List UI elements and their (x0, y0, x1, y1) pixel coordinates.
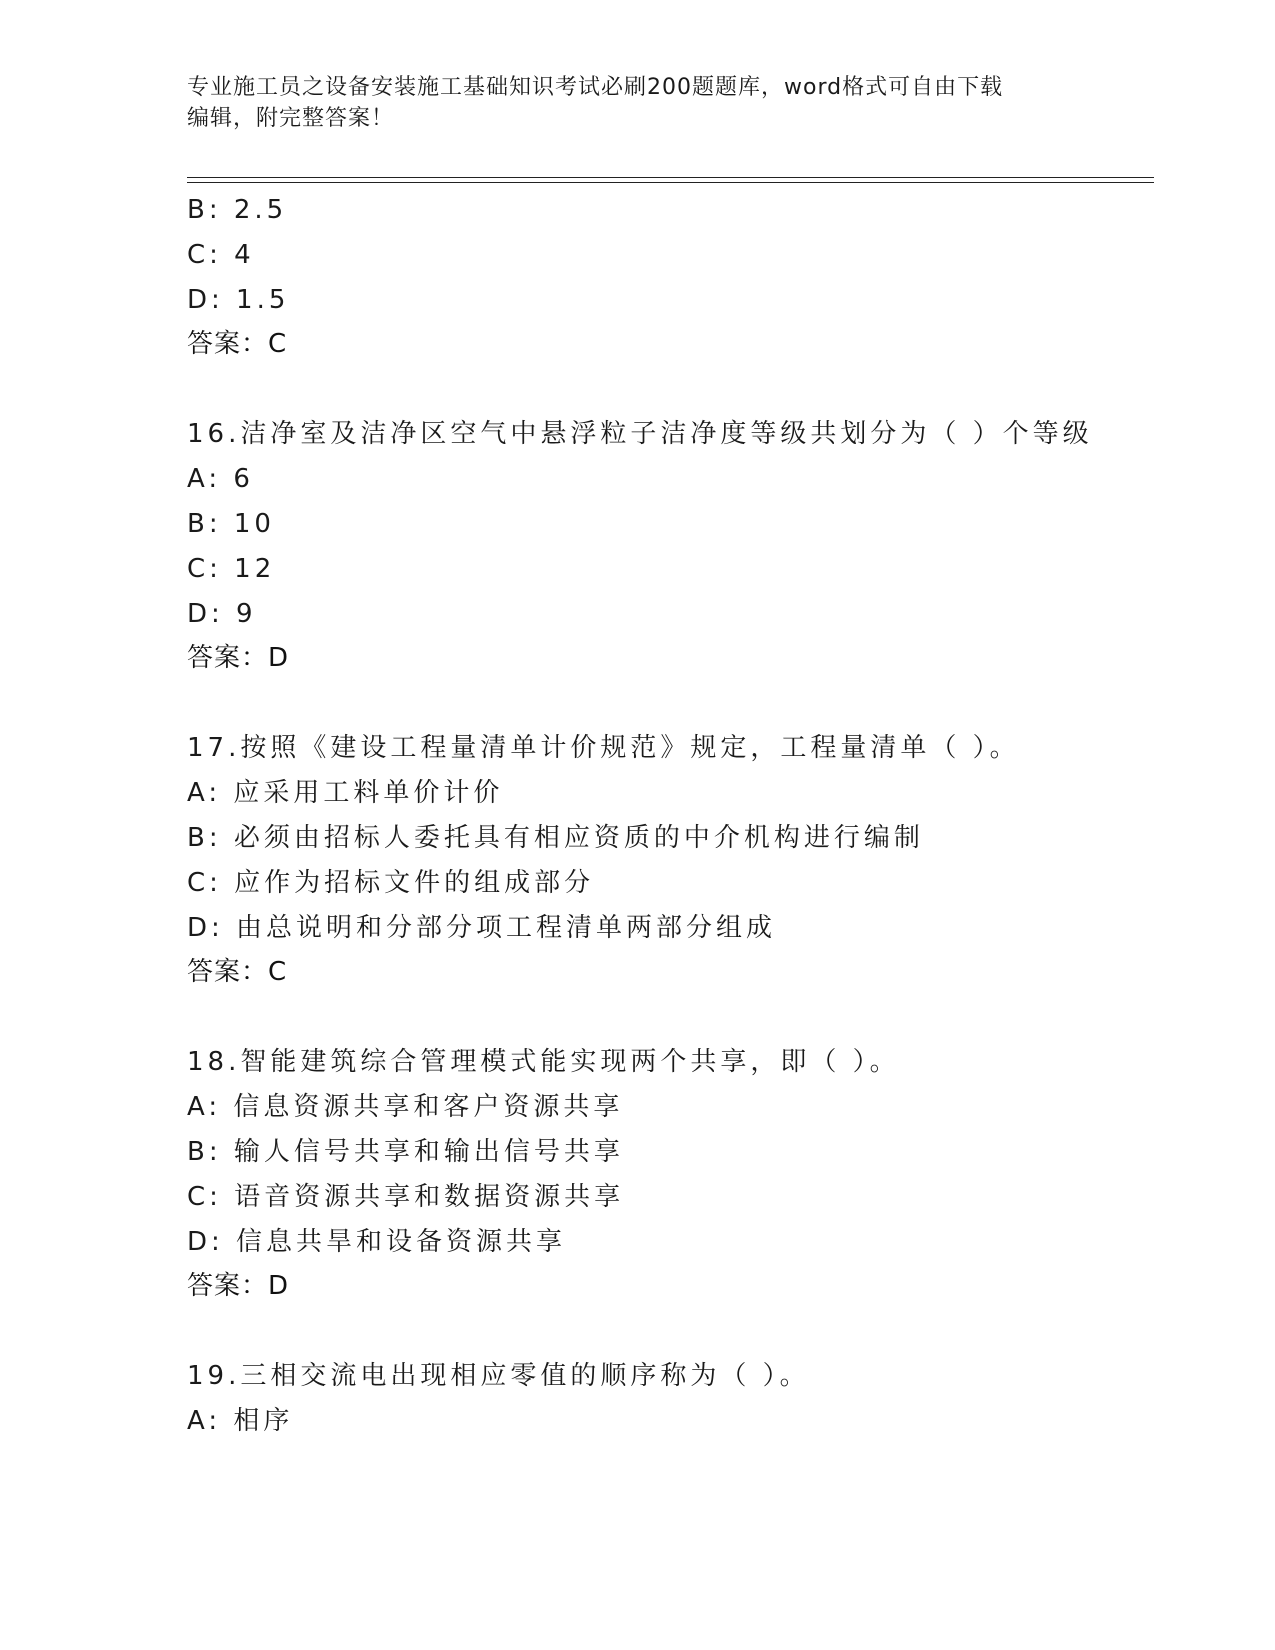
question-17-option-c: C: 应作为招标文件的组成部分 (187, 868, 595, 898)
question-19-stem: 19.三相交流电出现相应零值的顺序称为（ ）。 (187, 1361, 810, 1391)
question-16-option-b: B: 10 (187, 509, 275, 539)
document-header (187, 72, 1067, 134)
question-18-option-c: C: 语音资源共享和数据资源共享 (187, 1182, 625, 1212)
header-title-line-2: 编辑，附完整答案！ (187, 106, 395, 131)
question-16-option-c: C: 12 (187, 554, 276, 584)
question-16-option-d: D: 9 (187, 599, 257, 629)
question-18-option-b: B: 输人信号共享和输出信号共享 (187, 1137, 624, 1167)
header-divider-top (187, 177, 1154, 178)
question-19-option-a: A: 相序 (187, 1406, 294, 1436)
question-18-option-d: D: 信息共旱和设备资源共享 (187, 1227, 567, 1257)
prev-question-option-d: D: 1.5 (187, 285, 290, 315)
question-17-stem: 17.按照《建设工程量清单计价规范》规定，工程量清单（ ）。 (187, 733, 1020, 763)
question-18-option-a: A: 信息资源共享和客户资源共享 (187, 1092, 624, 1122)
question-18-answer: 答案：D (187, 1271, 290, 1301)
prev-question-option-c: C: 4 (187, 240, 255, 270)
question-17-option-b: B: 必须由招标人委托具有相应资质的中介机构进行编制 (187, 823, 924, 853)
prev-question-option-b: B: 2.5 (187, 195, 288, 225)
question-18-stem: 18.智能建筑综合管理模式能实现两个共享，即（ ）。 (187, 1047, 900, 1077)
question-16-answer: 答案：D (187, 643, 290, 673)
question-16-stem: 16.洁净室及洁净区空气中悬浮粒子洁净度等级共划分为（ ）个等级 (187, 419, 1093, 449)
header-divider-bottom (187, 182, 1154, 183)
prev-question-answer: 答案：C (187, 329, 288, 359)
question-17-answer: 答案：C (187, 957, 288, 987)
header-title-line-1: 专业施工员之设备安装施工基础知识考试必刷200题题库，word格式可自由下载 (187, 75, 1004, 100)
question-17-option-d: D: 由总说明和分部分项工程清单两部分组成 (187, 913, 777, 943)
question-16-option-a: A: 6 (187, 464, 254, 494)
question-17-option-a: A: 应采用工料单价计价 (187, 778, 504, 808)
